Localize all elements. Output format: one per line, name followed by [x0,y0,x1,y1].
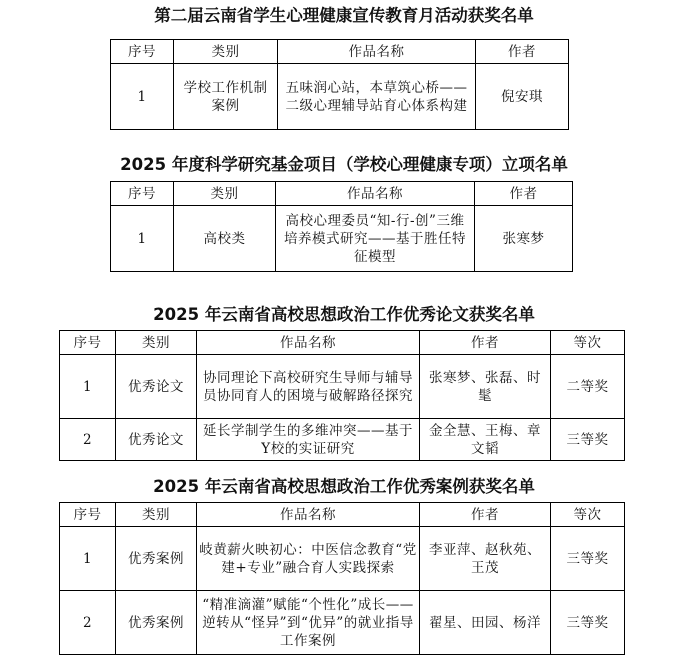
cell-author: 李亚萍、赵秋苑、王茂 [420,527,551,591]
cell-category: 优秀案例 [116,527,197,591]
header-cell: 作者 [475,182,573,206]
cell-category: 学校工作机制案例 [174,64,278,130]
section-title-1: 第二届云南省学生心理健康宣传教育月活动获奖名单 [154,6,534,25]
table-header-row [111,182,573,206]
header-cell: 类别 [116,503,197,527]
cell-work-title: 岐黄薪火映初心：中医信念教育“党建+专业”融合育人实践探索 [197,527,420,591]
cell-index: 1 [111,64,174,130]
cell-author: 倪安琪 [476,64,569,130]
header-cell: 作品名称 [197,331,420,355]
cell-index: 1 [111,206,174,272]
cell-work-title: 高校心理委员“知-行-创”三维培养模式研究——基于胜任特征模型 [276,206,475,272]
header-cell: 类别 [174,40,278,64]
table-row [60,355,625,419]
cell-work-title: 协同理论下高校研究生导师与辅导员协同育人的困境与破解路径探究 [197,355,420,419]
award-table-3 [59,330,625,461]
cell-index: 2 [60,591,116,655]
cell-index: 2 [60,419,116,461]
award-table-4 [59,502,625,655]
cell-work-title: 延长学制学生的多维冲突——基于Y校的实证研究 [197,419,420,461]
header-cell: 等次 [551,331,625,355]
header-cell: 作品名称 [197,503,420,527]
cell-index: 1 [60,527,116,591]
table-row [60,527,625,591]
header-cell: 序号 [111,40,174,64]
header-cell: 序号 [60,331,116,355]
cell-rank: 二等奖 [551,355,625,419]
cell-category: 高校类 [174,206,276,272]
header-cell: 等次 [551,503,625,527]
cell-category: 优秀论文 [116,355,197,419]
table-header-row [60,331,625,355]
cell-category: 优秀案例 [116,591,197,655]
table-header-row [60,503,625,527]
header-cell: 作品名称 [276,182,475,206]
section-title-2: 2025 年度科学研究基金项目（学校心理健康专项）立项名单 [120,155,568,174]
section-title-4: 2025 年云南省高校思想政治工作优秀案例获奖名单 [153,477,535,496]
cell-author: 张寒梦、张磊、时髦 [420,355,551,419]
cell-author: 翟星、田园、杨洋 [420,591,551,655]
cell-work-title: “精准滴灌”赋能“个性化”成长——逆转从“怪异”到“优异”的就业指导工作案例 [197,591,420,655]
header-cell: 作者 [476,40,569,64]
cell-author: 张寒梦 [475,206,573,272]
cell-rank: 三等奖 [551,419,625,461]
award-table-1 [110,39,569,130]
section-title-3: 2025 年云南省高校思想政治工作优秀论文获奖名单 [153,305,535,324]
award-table-2 [110,181,573,272]
table-row [60,591,625,655]
table-row [111,206,573,272]
header-cell: 类别 [116,331,197,355]
header-cell: 序号 [111,182,174,206]
table-header-row [111,40,569,64]
header-cell: 作者 [420,503,551,527]
cell-rank: 三等奖 [551,591,625,655]
header-cell: 类别 [174,182,276,206]
header-cell: 序号 [60,503,116,527]
cell-index: 1 [60,355,116,419]
cell-author: 金全慧、王梅、章文韬 [420,419,551,461]
cell-rank: 三等奖 [551,527,625,591]
header-cell: 作者 [420,331,551,355]
cell-category: 优秀论文 [116,419,197,461]
cell-work-title: 五味润心站，本草筑心桥——二级心理辅导站育心体系构建 [278,64,476,130]
table-row [60,419,625,461]
header-cell: 作品名称 [278,40,476,64]
table-row [111,64,569,130]
